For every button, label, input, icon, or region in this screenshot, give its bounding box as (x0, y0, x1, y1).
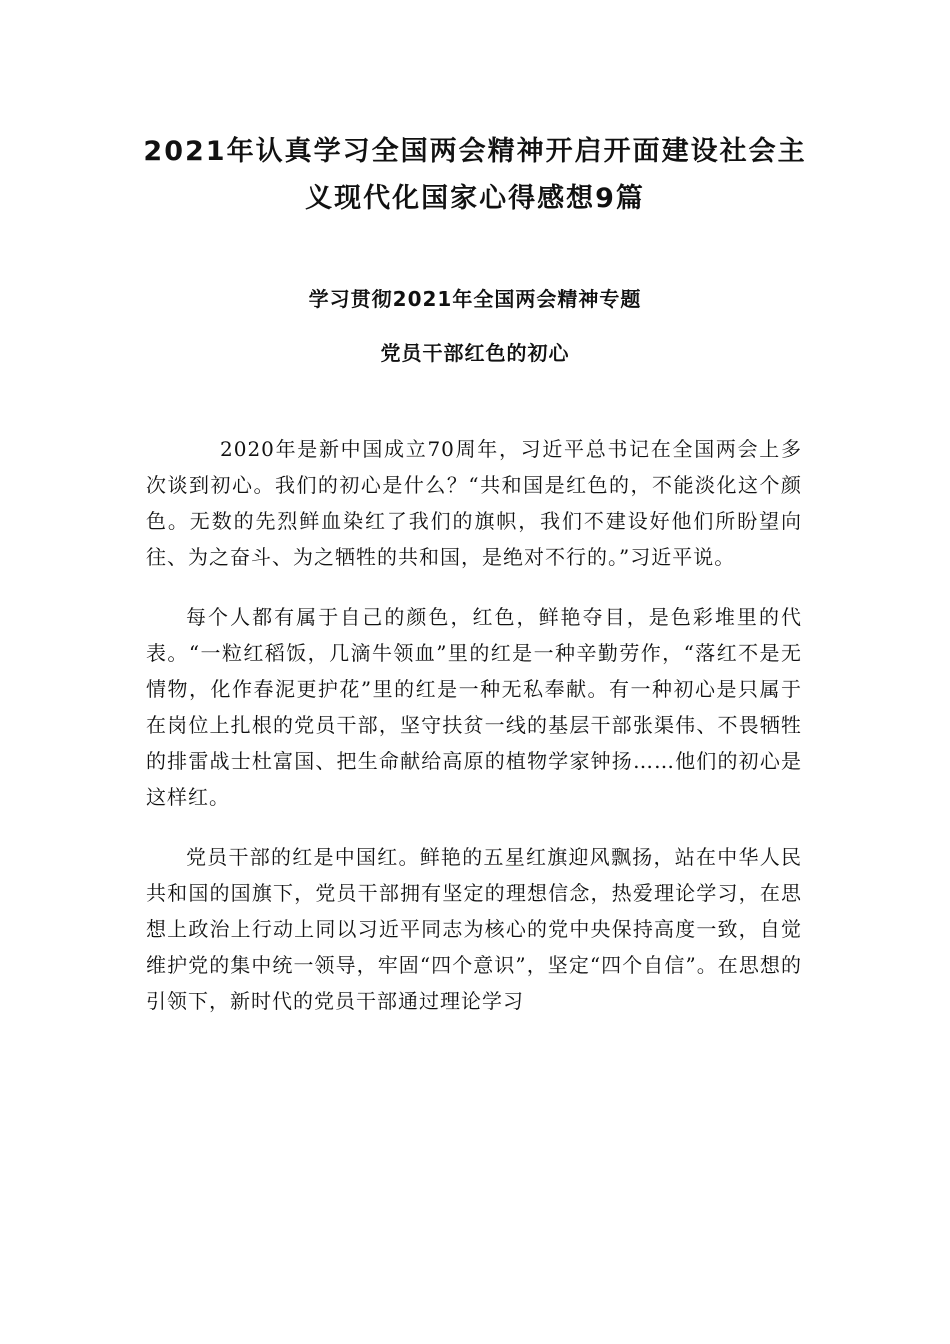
body-paragraph-3: 党员干部的红是中国红。鲜艳的五星红旗迎风飘扬，站在中华人民共和国的国旗下，党员干部拥有坚定的理想信念，热爱理论学习，在思想上政治上行动上同以习近平同志为核心的党中央保持高度一致，自觉维护党的集中统一领导，牢固“四个意识”，坚定“四个自信”。在思想的引领下，新时代的党员干部通过理论学习 (146, 845, 802, 1013)
document-title (120, 128, 830, 222)
document-title-line-2: 义现代化国家心得感想9篇 (305, 183, 645, 214)
article-body (146, 431, 802, 1019)
body-paragraph-1: 2020年是新中国成立70周年，习近平总书记在全国两会上多次谈到初心。我们的初心是什么？“共和国是红色的，不能淡化这个颜色。无数的先烈鲜血染红了我们的旗帜，我们不建设好他们所盼望向往、为之奋斗、为之牺牲的共和国，是绝对不行的。”习近平说。 (146, 437, 802, 569)
section-subtitle: 学习贯彻2021年全国两会精神专题 (308, 287, 642, 311)
document-title-line-1: 2021年认真学习全国两会精神开启开面建设社会主 (143, 136, 807, 167)
body-paragraph-2: 每个人都有属于自己的颜色，红色，鲜艳夺目，是色彩堆里的代表。“一粒红稻饭，几滴牛领血”里的红是一种辛勤劳作，“落红不是无情物，化作春泥更护花”里的红是一种无私奉献。有一种初心是只属于在岗位上扎根的党员干部，坚守扶贫一线的基层干部张渠伟、不畏牺牲的排雷战士杜富国、把生命献给高原的植物学家钟扬……他们的初心是这样红。 (146, 605, 802, 809)
article-heading: 党员干部红色的初心 (380, 341, 570, 365)
